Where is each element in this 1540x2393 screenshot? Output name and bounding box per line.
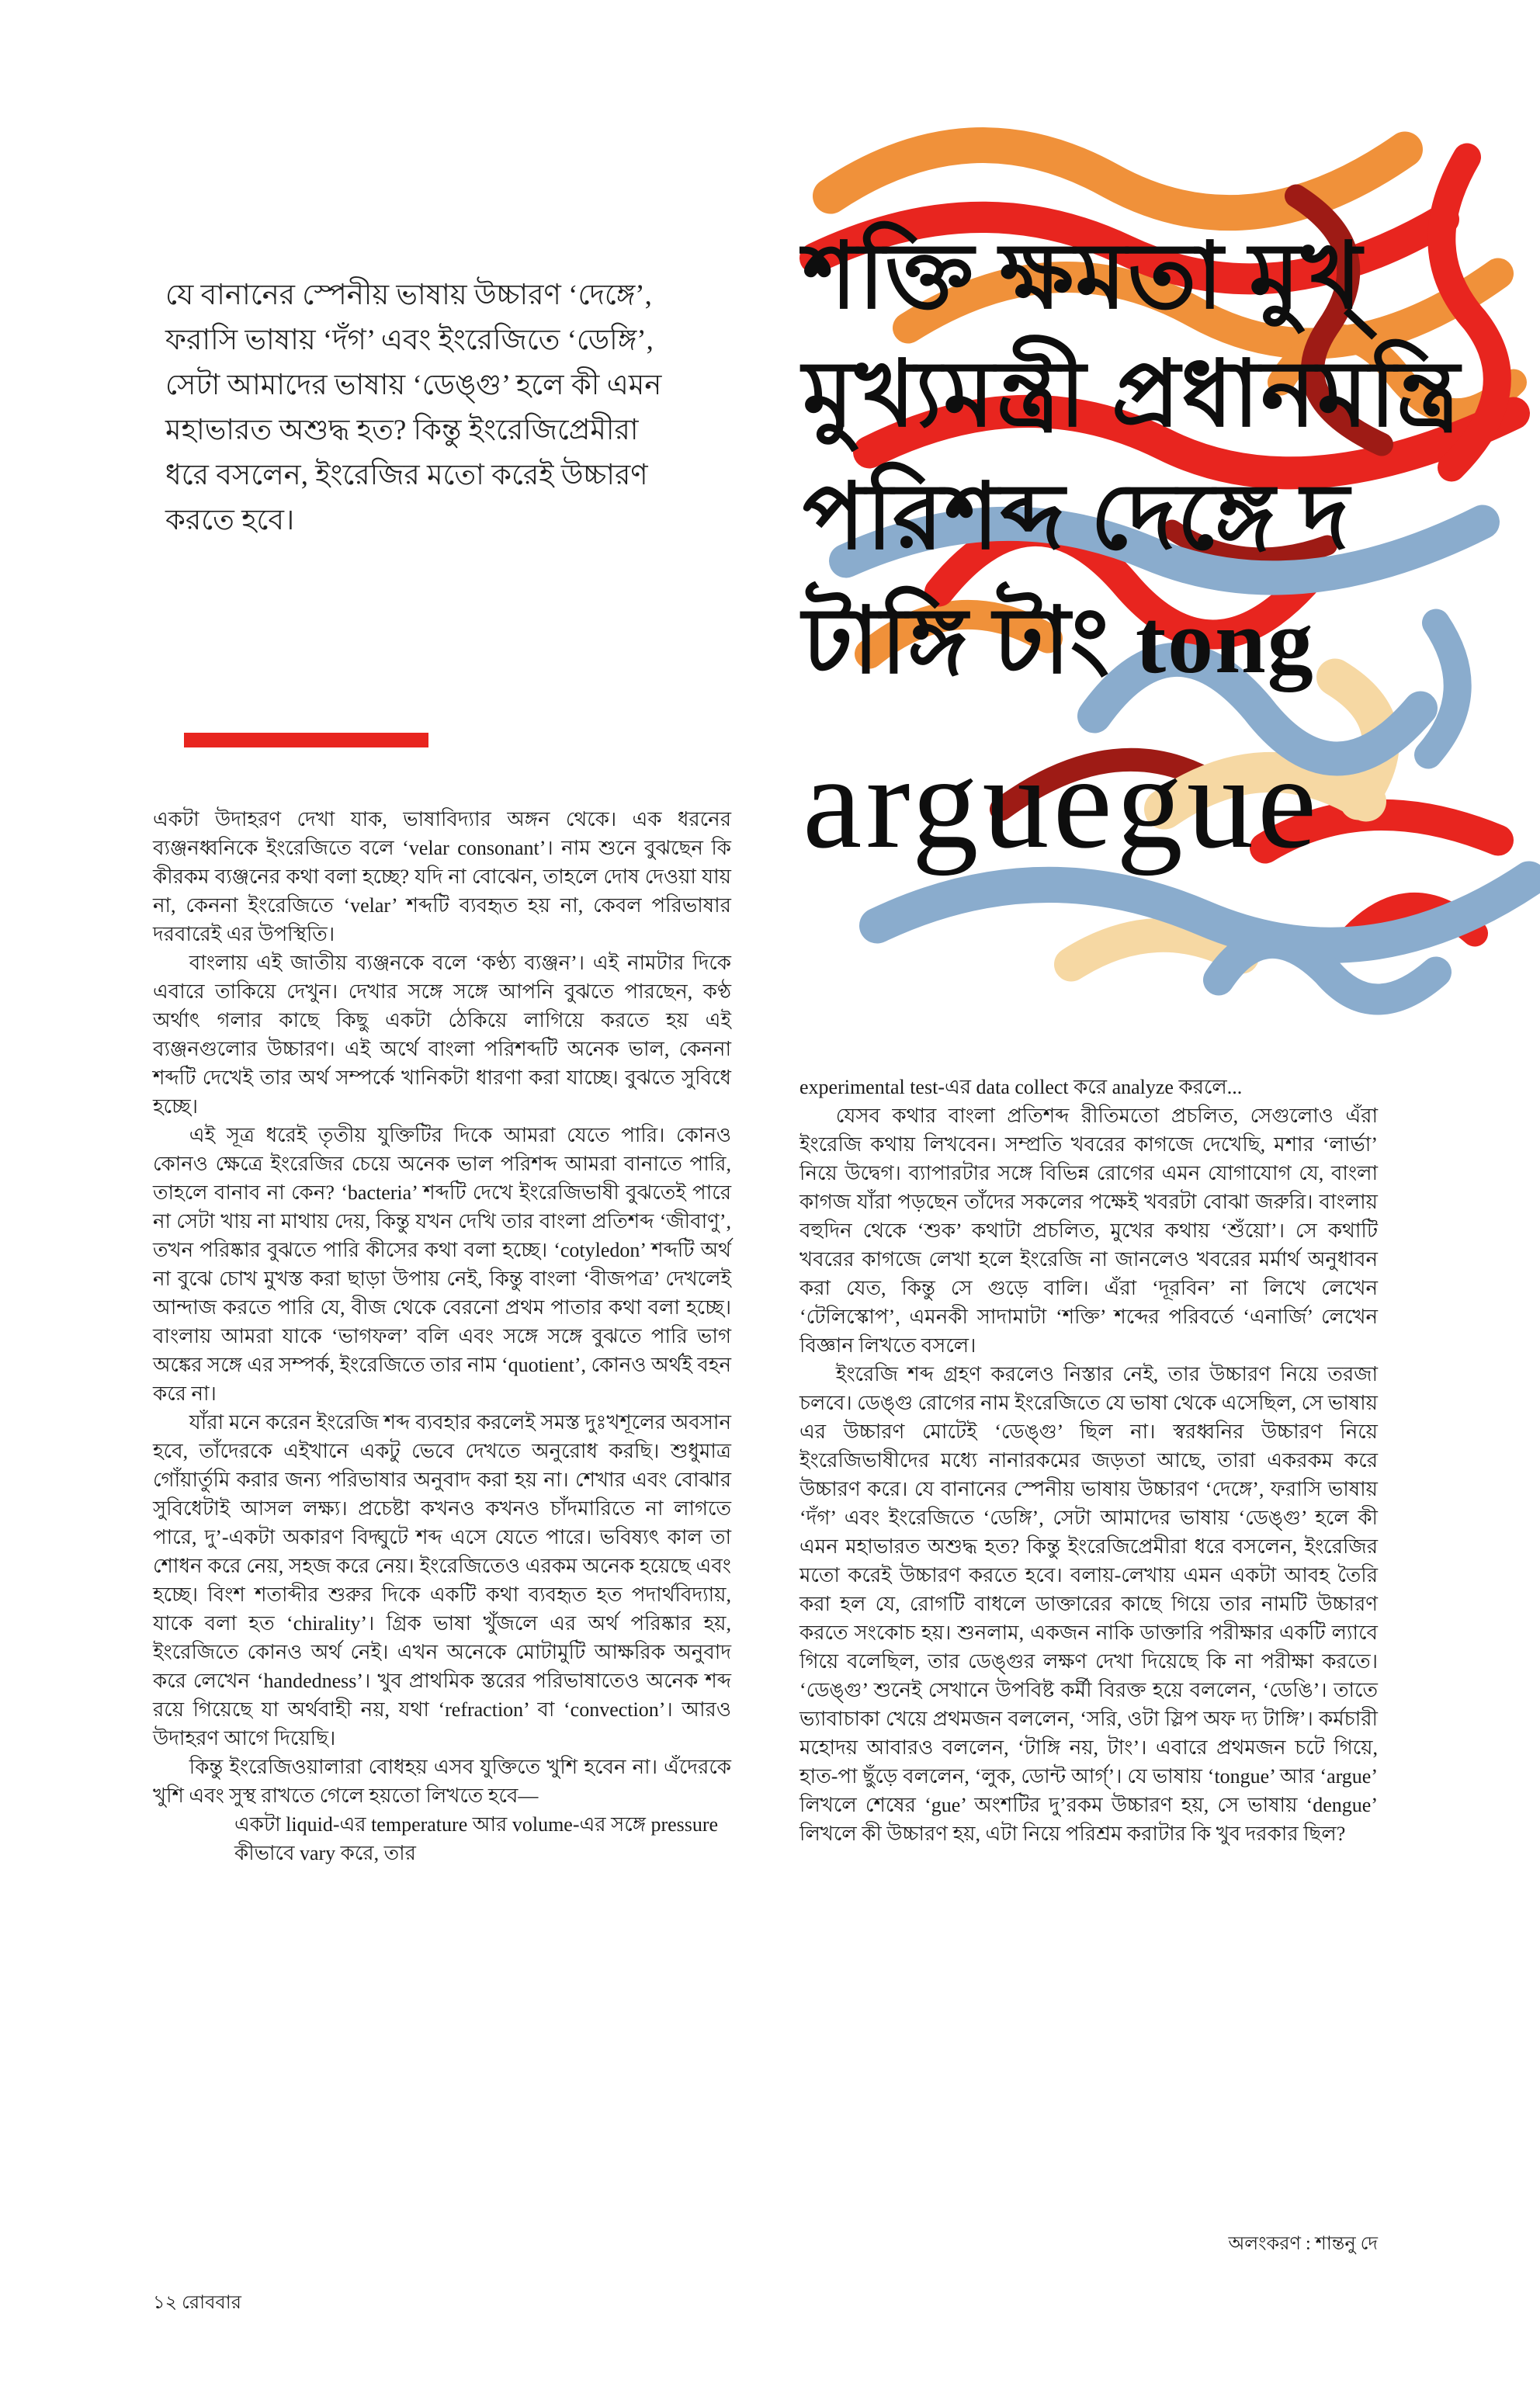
body-paragraph: একটা উদাহরণ দেখা যাক, ভাষাবিদ্যার অঙ্গন থেকে। এক ধরনের ব্যঞ্জনধ্বনিকে ইংরেজিতে বলে ‘velar consonant’। নাম শুনে বুঝছেন কি কীরকম ব্যঞ্জনের কথা বলা হচ্ছে? যদি না বোঝেন, তাহলে দোষ দেওয়া যায় না, কেননা ইংরেজিতে ‘velar’ শব্দটি ব্যবহৃত হয় না, কেবল পরিভাষার দরবারেই এর উপস্থিতি।: [153, 808, 731, 945]
artwork-headline-4: টাঙ্গি টাং tong: [803, 591, 1315, 692]
left-column: [153, 805, 731, 1868]
body-paragraph: এই সূত্র ধরেই তৃতীয় যুক্তিটির দিকে আমরা যেতে পারি। কোনও কোনও ক্ষেত্রে ইংরেজির চেয়ে অনেক ভাল পরিশব্দ আমরা বানাতে পারি, তাহলে বানাব না কেন? ‘bacteria’ শব্দটি দেখে ইংরেজিভাষী বুঝতেই পারে না সেটা খায় না মাথায় দেয়, কিন্তু যখন দেখি তার বাংলা প্রতিশব্দ ‘জীবাণু’, তখন পরিষ্কার বুঝতে পারি কীসের কথা বলা হচ্ছে। ‘cotyledon’ শব্দটি অর্থ না বুঝে চোখ মুখস্ত করা ছাড়া উপায় নেই, কিন্তু বাংলা ‘বীজপত্র’ দেখলেই আন্দাজ করতে পারি যে, বীজ থেকে বেরনো প্রথম পাতার কথা বলা হচ্ছে। বাংলায় আমরা যাকে ‘ভাগফল’ বলি এবং সঙ্গে সঙ্গে বুঝতে পারি ভাগ অঙ্কের সঙ্গে এর সম্পর্ক, ইংরেজিতে তার নাম ‘quotient’, কোনও অর্থই বহন করে না।: [153, 1124, 731, 1405]
illustration-credit: অলংকরণ : শান্তনু দে: [1228, 2234, 1378, 2254]
body-paragraph: বাংলায় এই জাতীয় ব্যঞ্জনকে বলে ‘কণ্ঠ্য ব্যঞ্জন’। এই নামটার দিকে এবারে তাকিয়ে দেখুন। দেখার সঙ্গে সঙ্গে আপনি বুঝতে পারছেন, কণ্ঠ অর্থাৎ গলার কাছে কিছু একটা ঠেকিয়ে লাগিয়ে করতে হয় এই ব্যঞ্জনগুলোর উচ্চারণ। এই অর্থে বাংলা পরিশব্দটি অনেক ভাল, কেননা শব্দটি দেখেই তার অর্থ সম্পর্কে খানিকটা ধারণা করা যাচ্ছে। বুঝতে সুবিধে হচ্ছে।: [153, 952, 731, 1118]
body-paragraph: যাঁরা মনে করেন ইংরেজি শব্দ ব্যবহার করলেই সমস্ত দুঃখশূলের অবসান হবে, তাঁদেরকে এইখানে একটু ভেবে দেখতে অনুরোধ করছি। শুধুমাত্র গোঁয়ার্তুমি করার জন্য পরিভাষার অনুবাদ করা হয় না। শেখার এবং বোঝার সুবিধেটাই আসল লক্ষ্য। প্রচেষ্টা কখনও কখনও চাঁদমারিতে না লাগতে পারে, দু’-একটা অকারণ বিদ্ঘুটে শব্দ এসে যেতে পারে। ভবিষ্যৎ কাল তা শোধন করে নেয়, সহজ করে নেয়। ইংরেজিতেও এরকম অনেক হয়েছে এবং হচ্ছে। বিংশ শতাব্দীর শুরুর দিকে একটি কথা ব্যবহৃত হত পদার্থবিদ্যায়, যাকে বলা হত ‘chirality’। গ্রিক ভাষা খুঁজলে এর অর্থ পরিষ্কার হয়, ইংরেজিতে কোনও অর্থ নেই। এখন অনেকে মোটামুটি আক্ষরিক অনুবাদ করে লেখেন ‘handedness’। খুব প্রাথমিক স্তরের পরিভাষাতেও অনেক শব্দ রয়ে গিয়েছে যা অর্থবাহী নয়, যথা ‘refraction’ বা ‘convection’। আরও উদাহরণ আগে দিয়েছি।: [153, 1411, 731, 1750]
red-divider-bar: [184, 733, 428, 747]
artwork-headline-5: arguegue: [803, 729, 1321, 876]
artwork-headline-2: মুখ্যমন্ত্রী প্রধানমন্ত্রি: [803, 344, 1462, 446]
right-column: [799, 1073, 1378, 1848]
artwork-headline-1: শক্তি ক্ষমতা মুখ্: [803, 226, 1364, 328]
body-paragraph: ইংরেজি শব্দ গ্রহণ করলেও নিস্তার নেই, তার উচ্চারণ নিয়ে তরজা চলবে। ডেঙ্গু রোগের নাম ইংরেজিতে যে ভাষা থেকে এসেছিল, সে ভাষায় এর উচ্চারণ মোটেই ‘ডেঙ্গু’ ছিল না। স্বরধ্বনির উচ্চারণ নিয়ে ইংরেজিভাষীদের মধ্যে নানারকমের জড়তা আছে, তারা একরকম করে উচ্চারণ করে। যে বানানের স্পেনীয় ভাষায় উচ্চারণ ‘দেঙ্গে’, ফরাসি ভাষায় ‘দঁগ’ এবং ইংরেজিতে ‘ডেঙ্গি’, সেটা আমাদের ভাষায় ‘ডেঙ্গু’ হলে কী এমন মহাভারত অশুদ্ধ হত? কিন্তু ইংরেজিপ্রেমীরা ধরে বসলেন, ইংরেজির মতো করেই উচ্চারণ করতে হবে। বলায়-লেখায় এমন একটা আবহ তৈরি করা হল যে, রোগটি বাধলে ডাক্তারের কাছে গিয়ে তার নামটি উচ্চারণ করতে সংকোচ হয়। শুনলাম, একজন নাকি ডাক্তারি পরীক্ষার একটি ল্যাবে গিয়ে বলেছিল, তার ডেঙ্গুর লক্ষণ দেখা দিয়েছে কি না পরীক্ষা করতে। ‘ডেঙ্গু’ শুনেই সেখানে উপবিষ্ট কর্মী বিরক্ত হয়ে বললেন, ‘ডেঙি’। তাতে ভ্যাবাচাকা খেয়ে প্রথমজন বললেন, ‘সরি, ওটা স্লিপ অফ দ্য টাঙ্গি’। কর্মচারী মহোদয় আবারও বললেন, ‘টাঙ্গি নয়, টাং’। এবারে প্রথমজন চটে গিয়ে, হাত-পা ছুঁড়ে বললেন, ‘লুক, ডোন্ট আর্গ্‌’। যে ভাষায় ‘tongue’ আর ‘argue’ লিখলে শেষের ‘gue’ অংশটির দু’রকম উচ্চারণ হয়, সে ভাষায় ‘dengue’ লিখলে কী উচ্চারণ হয়, এটা নিয়ে পরিশ্রম করাটার কি খুব দরকার ছিল?: [799, 1363, 1378, 1845]
body-paragraph: যেসব কথার বাংলা প্রতিশব্দ রীতিমতো প্রচলিত, সেগুলোও এঁরা ইংরেজি কথায় লিখবেন। সম্প্রতি খবরের কাগজে দেখেছি, মশার ‘লার্ভা’ নিয়ে উদ্বেগ। ব্যাপারটার সঙ্গে বিভিন্ন রোগের এমন যোগাযোগ যে, বাংলা কাগজ যাঁরা পড়ছেন তাঁদের সকলের পক্ষেই খবরটা বোঝা জরুরি। বাংলায় বহুদিন থেকে ‘শুক’ কথাটা প্রচলিত, মুখের কথায় ‘শুঁয়ো’। সে কথাটি খবরের কাগজে লেখা হলে ইংরেজি না জানলেও খবরের মর্মার্থ অনুধাবন করা যেত, কিন্তু সে গুড়ে বালি। এঁরা ‘দূরবিন’ না লিখে লেখেন ‘টেলিস্কোপ’, এমনকী সাদামাটা ‘শক্তি’ শব্দের পরিবর্তে ‘এনার্জি’ লেখেন বিজ্ঞান লিখতে বসলে।: [799, 1105, 1378, 1357]
body-paragraph: কিন্তু ইংরেজিওয়ালারা বোধহয় এসব যুক্তিতে খুশি হবেন না। এঁদেরকে খুশি এবং সুস্থ রাখতে গেলে হয়তো লিখতে হবে—: [153, 1756, 731, 1807]
illustration-artwork: [799, 124, 1540, 1032]
artwork-headline-3: পরিশব্দ দেঙ্গে দ: [803, 466, 1351, 568]
body-paragraph-setoff: একটা liquid-এর temperature আর volume-এর সঙ্গে pressure কীভাবে vary করে, তার: [234, 1813, 719, 1864]
body-paragraph: experimental test-এর data collect করে analyze করলে...: [799, 1076, 1243, 1098]
page-footer: ১২ রোববার: [153, 2293, 241, 2313]
pull-quote: যে বানানের স্পেনীয় ভাষায় উচ্চারণ ‘দেঙ্গে’, ফরাসি ভাষায় ‘দঁগ’ এবং ইংরেজিতে ‘ডেঙ্গি’, সেটা আমাদের ভাষায় ‘ডেঙ্গু’ হলে কী এমন মহাভারত অশুদ্ধ হত? কিন্তু ইংরেজিপ্রেমীরা ধরে বসলেন, ইংরেজির মতো করেই উচ্চারণ করতে হবে।: [165, 279, 662, 537]
